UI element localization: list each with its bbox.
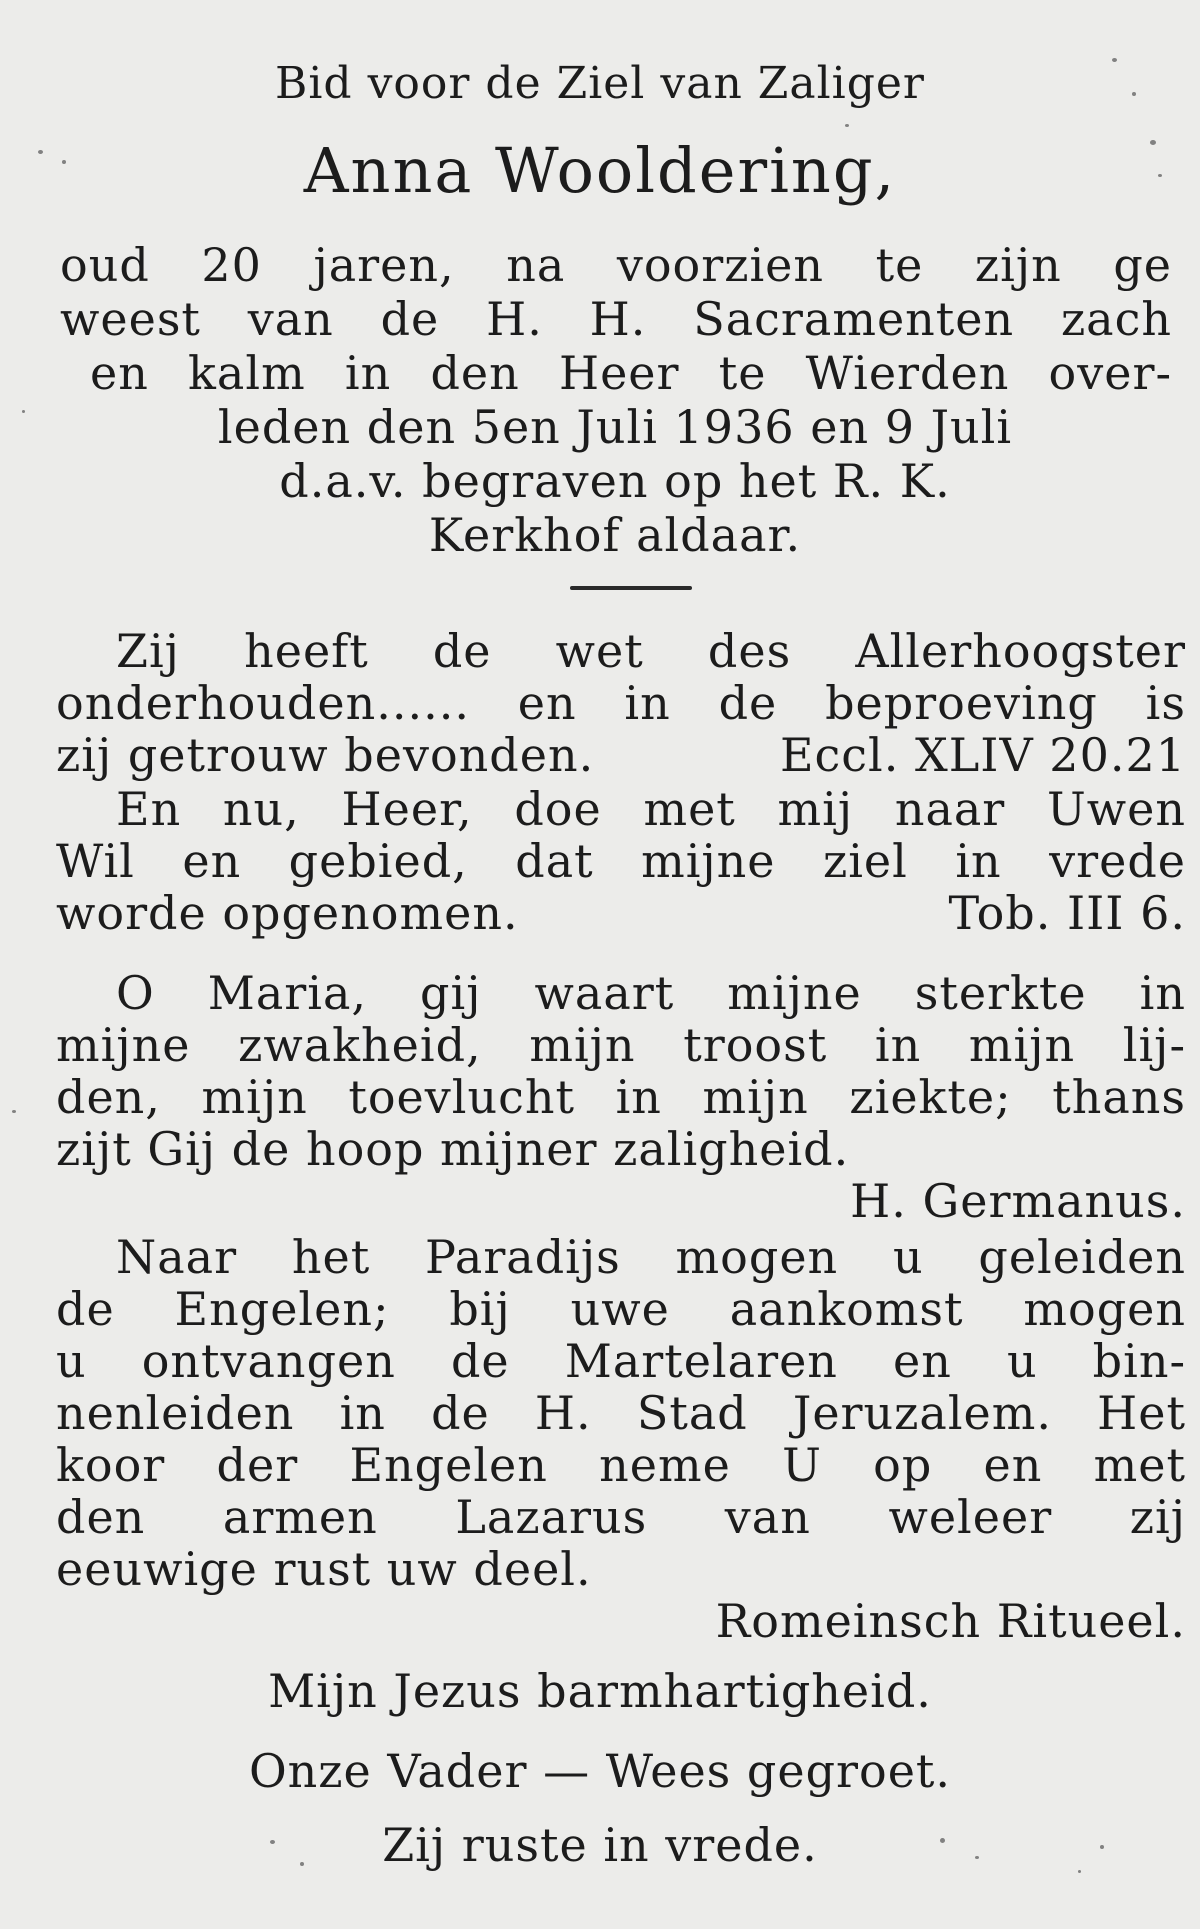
quote-line: Wil en gebied, dat mijne ziel in vrede bbox=[56, 834, 1186, 888]
quote-line: En nu, Heer, doe met mij naar Uwen bbox=[116, 782, 1186, 836]
quote-source: H. Germanus. bbox=[850, 1174, 1186, 1228]
closing-line: Mijn Jezus barmhartigheid. bbox=[268, 1664, 932, 1718]
quote-line: den, mijn toevlucht in mijn ziekte; thans bbox=[56, 1070, 1186, 1124]
quote-attribution-line bbox=[0, 728, 1200, 782]
quote-line: eeuwige rust uw deel. bbox=[56, 1542, 592, 1596]
quote-source: Romeinsch Ritueel. bbox=[715, 1594, 1186, 1648]
quote-line: u ontvangen de Martelaren en u bin- bbox=[56, 1334, 1186, 1388]
card-heading: Bid voor de Ziel van Zaliger bbox=[275, 58, 925, 109]
quote-line: mijne zwakheid, mijn troost in mijn lij- bbox=[56, 1018, 1186, 1072]
quote-line-end: worde opgenomen. bbox=[56, 886, 519, 940]
intro-line: en kalm in den Heer te Wierden over- bbox=[90, 346, 1172, 400]
intro-line: oud 20 jaren, na voorzien te zijn ge bbox=[60, 238, 1172, 292]
section-divider bbox=[570, 586, 692, 590]
quote-line: nenleiden in de H. Stad Jeruzalem. Het bbox=[56, 1386, 1186, 1440]
deceased-name: Anna Wooldering, bbox=[303, 134, 897, 207]
intro-line: Kerkhof aldaar. bbox=[428, 508, 802, 562]
quote-line: O Maria, gij waart mijne sterkte in bbox=[116, 966, 1186, 1020]
quote-line: den armen Lazarus van weleer zij bbox=[56, 1490, 1186, 1544]
quote-line: onderhouden...... en in de beproeving is bbox=[56, 676, 1186, 730]
print-speck bbox=[1078, 1870, 1081, 1873]
intro-line: leden den 5en Juli 1936 en 9 Juli bbox=[217, 400, 1013, 454]
quote-line: Naar het Paradijs mogen u geleiden bbox=[116, 1230, 1186, 1284]
quote-line: Zij heeft de wet des Allerhoogster bbox=[116, 624, 1186, 678]
closing-line: Zij ruste in vrede. bbox=[382, 1818, 818, 1872]
quote-line-end: zij getrouw bevonden. bbox=[56, 728, 595, 782]
print-speck bbox=[845, 124, 849, 127]
quote-line: zijt Gij de hoop mijner zaligheid. bbox=[56, 1122, 850, 1176]
quote-attribution-line bbox=[0, 886, 1200, 940]
closing-line: Onze Vader — Wees gegroet. bbox=[248, 1744, 952, 1798]
quote-source: Eccl. XLIV 20.21 bbox=[779, 728, 1186, 782]
quote-source: Tob. III 6. bbox=[948, 886, 1186, 940]
quote-line: de Engelen; bij uwe aankomst mogen bbox=[56, 1282, 1186, 1336]
intro-line: weest van de H. H. Sacramenten zach bbox=[60, 292, 1172, 346]
quote-line: koor der Engelen neme U op en met bbox=[56, 1438, 1186, 1492]
intro-line: d.a.v. begraven op het R. K. bbox=[279, 454, 951, 508]
